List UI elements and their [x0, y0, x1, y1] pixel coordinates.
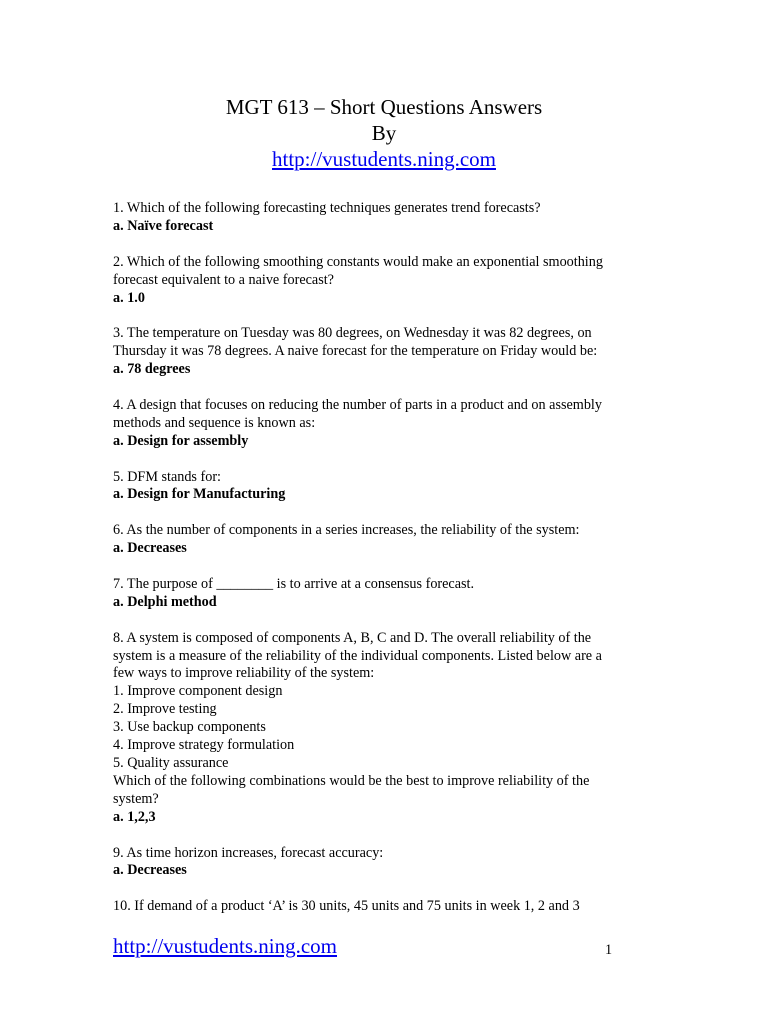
question-block	[113, 469, 653, 505]
answer-text: a. Delphi method	[113, 593, 217, 610]
question-text: system is a measure of the reliability of the individual components. Listed below are a	[113, 647, 602, 664]
question-text: 6. As the number of components in a series increases, the reliability of the system:	[113, 522, 580, 539]
document-title: MGT 613 – Short Questions Answers	[225, 95, 543, 119]
question-text: 10. If demand of a product ‘A’ is 30 units, 45 units and 75 units in week 1, 2 and 3	[113, 898, 580, 915]
question-block	[113, 522, 653, 558]
question-text: 2. Improve testing	[113, 701, 217, 718]
question-text: 1. Improve component design	[113, 683, 283, 700]
header-link[interactable]: http://vustudents.ning.com	[272, 147, 496, 171]
question-text: few ways to improve reliability of the system:	[113, 665, 375, 682]
question-text: forecast equivalent to a naive forecast?	[113, 271, 334, 288]
answer-text: a. Decreases	[113, 862, 187, 879]
question-text: 1. Which of the following forecasting techniques generates trend forecasts?	[113, 200, 541, 216]
question-block	[113, 325, 653, 379]
question-block	[113, 845, 653, 881]
answer-text: a. Design for assembly	[113, 432, 249, 449]
question-text: 9. As time horizon increases, forecast accuracy:	[113, 844, 384, 861]
answer-text: a. 78 degrees	[113, 361, 191, 378]
document-byline: By	[371, 121, 397, 145]
answer-text: a. 1,2,3	[113, 808, 156, 825]
question-block	[113, 200, 653, 236]
question-block	[113, 630, 653, 827]
question-text: 7. The purpose of ________ is to arrive at a consensus forecast.	[113, 575, 475, 592]
question-block	[113, 254, 653, 308]
question-text: 5. DFM stands for:	[113, 468, 221, 485]
question-block	[113, 576, 653, 612]
question-text: Thursday it was 78 degrees. A naive forecast for the temperature on Friday would be:	[113, 343, 598, 360]
question-block	[113, 397, 653, 451]
questions-list	[113, 200, 653, 916]
question-text: 4. A design that focuses on reducing the number of parts in a product and on assembly	[113, 396, 602, 413]
question-text: 3. Use backup components	[113, 719, 266, 736]
answer-text: a. Naïve forecast	[113, 217, 214, 234]
question-text: 2. Which of the following smoothing constants would make an exponential smoothing	[113, 253, 603, 270]
question-text: 3. The temperature on Tuesday was 80 degrees, on Wednesday it was 82 degrees, on	[113, 325, 592, 342]
question-text: 5. Quality assurance	[113, 754, 229, 771]
answer-text: a. Design for Manufacturing	[113, 486, 286, 503]
answer-text: a. 1.0	[113, 289, 145, 306]
question-text: 4. Improve strategy formulation	[113, 737, 295, 754]
page-number: 1	[605, 942, 613, 958]
document-header	[0, 94, 768, 172]
question-text: 8. A system is composed of components A, B, C and D. The overall reliability of the	[113, 629, 592, 646]
question-text: Which of the following combinations would be the best to improve reliability of the	[113, 772, 590, 789]
footer-link[interactable]: http://vustudents.ning.com	[113, 934, 337, 958]
question-text: system?	[113, 790, 159, 807]
answer-text: a. Decreases	[113, 540, 187, 557]
question-block	[113, 898, 653, 916]
question-text: methods and sequence is known as:	[113, 414, 316, 431]
